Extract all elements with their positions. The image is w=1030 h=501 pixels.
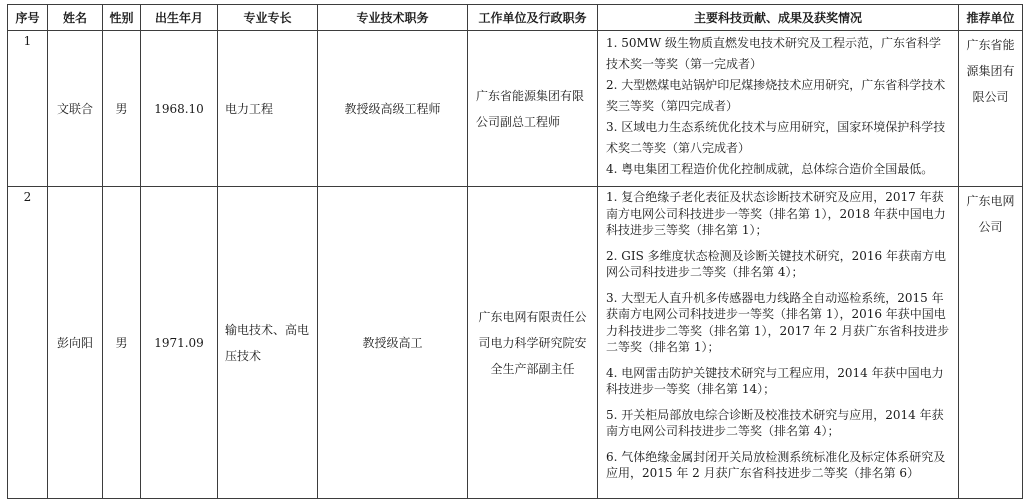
- cell-achievements: [598, 187, 959, 499]
- achievement-item: 4. 电网雷击防护关键技术研究与工程应用，2014 年获中国电力科技进步一等奖（排名第 14）；: [606, 365, 944, 396]
- cell-index: 1: [8, 31, 48, 187]
- table-header-row: [8, 5, 1023, 31]
- achievement-item: 1. 复合绝缘子老化表征及状态诊断技术研究及应用，2017 年获南方电网公司科技进步一等奖（排名第 1），2018 年获中国电力科技进步三等奖（排名第 1）；: [606, 190, 946, 237]
- cell-specialty: 电力工程: [218, 31, 318, 187]
- header-gender: 性别: [103, 5, 141, 31]
- cell-birth: 1971.09: [141, 187, 218, 499]
- cell-gender: 男: [103, 31, 141, 187]
- achievement-item: 5. 开关柜局部放电综合诊断及校准技术研究与应用，2014 年获南方电网公司科技进步二等奖（排名第 4）；: [606, 407, 944, 438]
- cell-name: 彭向阳: [48, 187, 103, 499]
- achievement-item: 2. 大型燃煤电站锅炉印尼煤掺烧技术应用研究，广东省科学技术奖三等奖（第四完成者）: [606, 78, 946, 113]
- cell-recommender: 广东电网公司: [959, 187, 1023, 499]
- cell-name: 文联合: [48, 31, 103, 187]
- cell-birth: 1968.10: [141, 31, 218, 187]
- table-row: [8, 31, 1023, 187]
- header-index: 序号: [8, 5, 48, 31]
- cell-title: 教授级高级工程师: [318, 31, 468, 187]
- cell-work-unit: 广东电网有限责任公司电力科学研究院安全生产部副主任: [468, 187, 598, 499]
- cell-title: 教授级高工: [318, 187, 468, 499]
- cell-gender: 男: [103, 187, 141, 499]
- achievement-item: 3. 大型无人直升机多传感器电力线路全自动巡检系统，2015 年获南方电网公司科技进步一等奖（排名第 1），2016 年获中国电力科技进步二等奖（排名第 1），2017 年 2 月获广东省科技进步二等奖（排名第 1）；: [606, 290, 950, 354]
- cell-specialty: 输电技术、高电压技术: [218, 187, 318, 499]
- achievement-item: 4. 粤电集团工程造价优化控制成就，总体综合造价全国最低。: [606, 162, 934, 176]
- header-birth: 出生年月: [141, 5, 218, 31]
- experts-roster-table: [7, 4, 1023, 499]
- cell-achievements: [598, 31, 959, 187]
- achievement-item: 6. 气体绝缘金属封闭开关局放检测系统标准化及标定体系研究及应用，2015 年 2 月获广东省科技进步二等奖（排名第 6）: [606, 449, 946, 480]
- header-recommender: 推荐单位: [959, 5, 1023, 31]
- header-specialty: 专业专长: [218, 5, 318, 31]
- cell-index: 2: [8, 187, 48, 499]
- cell-recommender: 广东省能源集团有限公司: [959, 31, 1023, 187]
- table-row: [8, 187, 1023, 499]
- achievement-item: 3. 区域电力生态系统优化技术与应用研究，国家环境保护科学技术奖二等奖（第八完成者）: [606, 120, 946, 155]
- header-name: 姓名: [48, 5, 103, 31]
- cell-work-unit: 广东省能源集团有限公司副总工程师: [468, 31, 598, 187]
- header-achievements: 主要科技贡献、成果及获奖情况: [598, 5, 959, 31]
- header-title: 专业技术职务: [318, 5, 468, 31]
- achievement-item: 2. GIS 多维度状态检测及诊断关键技术研究，2016 年获南方电网公司科技进步二等奖（排名第 4）；: [606, 248, 946, 279]
- header-work-unit: 工作单位及行政职务: [468, 5, 598, 31]
- achievement-item: 1. 50MW 级生物质直燃发电技术研究及工程示范，广东省科学技术奖一等奖（第一完成者）: [606, 36, 941, 71]
